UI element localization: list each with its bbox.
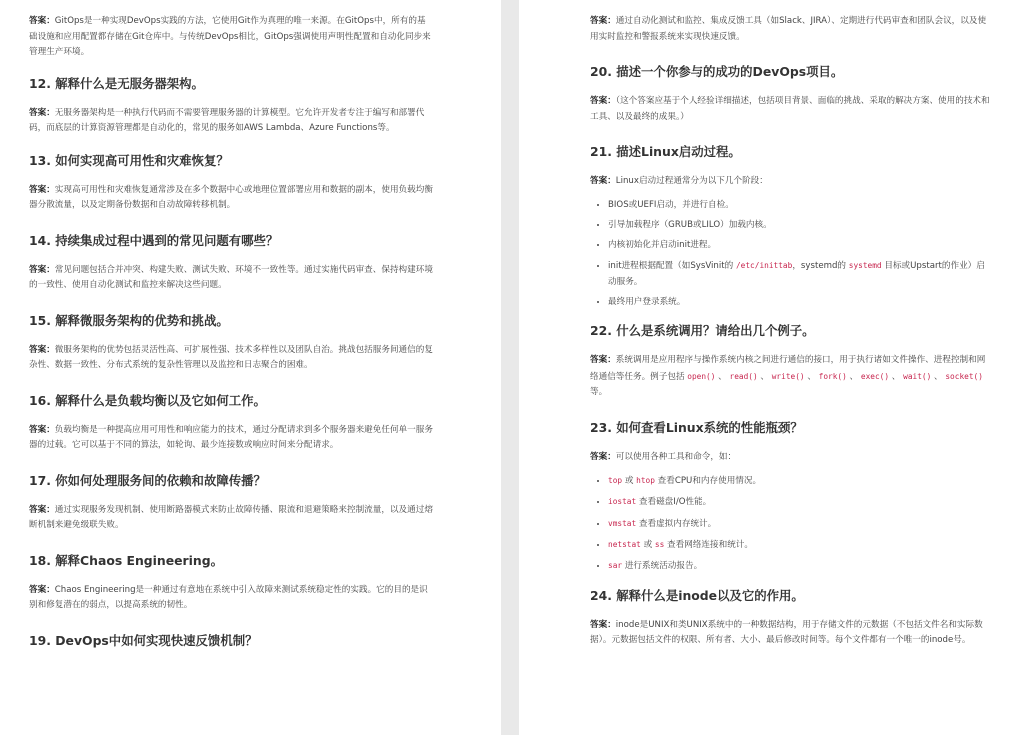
question-19-heading: 19. DevOps中如何实现快速反馈机制？ (29, 632, 258, 648)
list-item: • iostat 查看磁盘I/O性能。 (608, 494, 992, 511)
question-20-heading: 20. 描述一个你参与的成功的DevOps项目。 (590, 64, 844, 79)
inline-code: htop (636, 476, 655, 486)
question-22-heading: 22. 什么是系统调用？请给出几个例子。 (590, 323, 815, 339)
list-item: • sar 进行系统活动报告。 (608, 558, 992, 575)
question-12-heading: 12. 解释什么是无服务器架构。 (29, 75, 204, 91)
right-page (519, 0, 1022, 735)
inline-code: write() (771, 371, 805, 381)
question-17-heading: 17. 你如何处理服务间的依赖和故障传播？ (29, 472, 266, 488)
tool-list (590, 473, 992, 574)
page-gutter (501, 0, 519, 735)
inline-code: netstat (608, 539, 641, 549)
answer-23: 答案：可以使用各种工具和命令，如： (590, 451, 737, 462)
question-24-heading: 24. 解释什么是inode以及它的作用。 (590, 587, 804, 603)
question-16-heading: 16. 解释什么是负载均衡以及它如何工作。 (29, 392, 266, 408)
inline-code: systemd (848, 261, 882, 271)
question-21-heading: 21. 描述Linux启动过程。 (590, 144, 741, 159)
answer-14: 答案：常见问题包括合并冲突、构建失败、测试失败、环境不一致性等。通过实施代码审查、保持构建环境的一致性、使用自动化测试和监控来解决这些问题。 (29, 264, 433, 290)
inline-code: read() (729, 371, 758, 381)
answer-22: 答案：系统调用是应用程序与操作系统内核之间进行通信的接口，用于执行诸如文件操作、进程控制和网络通信等任务。例子包括 open() 、 read() 、 write() 、 fork() 、 exec() 、 wait() 、 socket() 等。 (590, 355, 986, 398)
inline-code: fork() (818, 371, 847, 381)
question-18-heading: 18. 解释Chaos Engineering。 (29, 552, 223, 568)
list-item: • 引导加载程序（GRUB或LILO）加载内核。 (608, 218, 992, 234)
left-page (0, 0, 501, 735)
list-item: • BIOS或UEFI启动，并进行自检。 (608, 198, 992, 214)
inline-code: exec() (860, 371, 890, 381)
list-item: • init进程根据配置（如SysVinit的 /etc/inittab，systemd的 systemd 目标或Upstart的作业）启动服务。 (608, 258, 992, 290)
boot-stage-list (590, 198, 992, 311)
answer-20: 答案：（这个答案应基于个人经验详细描述，包括项目背景、面临的挑战、采取的解决方案、使用的技术和工具、以及最终的成果。） (590, 96, 990, 122)
answer-24: 答案：inode是UNIX和类UNIX系统中的一种数据结构，用于存储文件的元数据（不包括文件名和实际数据）。元数据包括文件的权限、所有者、大小、最后修改时间等。每个文件都有一个唯一的inode号。 (590, 619, 983, 645)
list-item: • 内核初始化并启动init进程。 (608, 238, 992, 254)
inline-code: socket() (945, 371, 983, 381)
question-15-heading: 15. 解释微服务架构的优势和挑战。 (29, 312, 229, 328)
answer-13: 答案：实现高可用性和灾难恢复通常涉及在多个数据中心或地理位置部署应用和数据的副本，使用负载均衡器分散流量，以及定期备份数据和自动故障转移机制。 (29, 184, 433, 210)
inline-code: top (608, 476, 623, 486)
gitops-answer: 答案：GitOps是一种实现DevOps实践的方法，它使用Git作为真理的唯一来源。在GitOps中，所有的基础设施和应用配置都存储在Git仓库中。与传统DevOps相比，GitOps强调使用声明性配置和自动化同步来管理生产环境。 (29, 16, 431, 57)
question-14-heading: 14. 持续集成过程中遇到的常见问题有哪些？ (29, 232, 279, 248)
inline-code: ss (654, 539, 665, 549)
inline-code: vmstat (608, 518, 637, 528)
answer-16: 答案：负载均衡是一种提高应用可用性和响应能力的技术，通过分配请求到多个服务器来避免任何单一服务器的过载。它可以基于不同的算法，如轮询、最少连接数或响应时间来分配请求。 (29, 424, 433, 450)
answer-17: 答案：通过实现服务发现机制、使用断路器模式来防止故障传播、限流和退避策略来控制流量，以及通过熔断机制来避免级联失败。 (29, 504, 433, 530)
inline-code: sar (608, 561, 623, 570)
inline-code: wait() (903, 371, 932, 381)
answer-12: 答案：无服务器架构是一种执行代码而不需要管理服务器的计算模型。它允许开发者专注于编写和部署代码，而底层的计算资源管理都是自动化的，常见的服务如AWS Lambda、Azure Functions等。 (29, 107, 425, 133)
list-item: • netstat 或 ss 查看网络连接和统计。 (608, 537, 992, 554)
list-item: • vmstat 查看虚拟内存统计。 (608, 516, 992, 533)
inline-code: iostat (608, 497, 637, 507)
inline-code: open() (687, 371, 716, 381)
question-13-heading: 13. 如何实现高可用性和灾难恢复？ (29, 152, 229, 168)
answer-15: 答案：微服务架构的优势包括灵活性高、可扩展性强、技术多样性以及团队自治。挑战包括服务间通信的复杂性、数据一致性、分布式系统的复杂性管理以及监控和日志聚合的困难。 (29, 344, 433, 370)
question-23-heading: 23. 如何查看Linux系统的性能瓶颈？ (590, 419, 803, 435)
list-item: • 最终用户登录系统。 (608, 295, 992, 311)
list-item: • top 或 htop 查看CPU和内存使用情况。 (608, 473, 992, 490)
answer-18: 答案：Chaos Engineering是一种通过有意地在系统中引入故障来测试系统稳定性的实践。它的目的是识别和修复潜在的弱点，以提高系统的韧性。 (29, 584, 428, 610)
inline-code: /etc/inittab (735, 261, 793, 271)
feedback-answer: 答案：通过自动化测试和监控、集成反馈工具（如Slack、JIRA）、定期进行代码审查和团队会议，以及使用实时监控和警报系统来实现快速反馈。 (590, 16, 987, 42)
answer-21: 答案：Linux启动过程通常分为以下几个阶段： (590, 176, 768, 186)
